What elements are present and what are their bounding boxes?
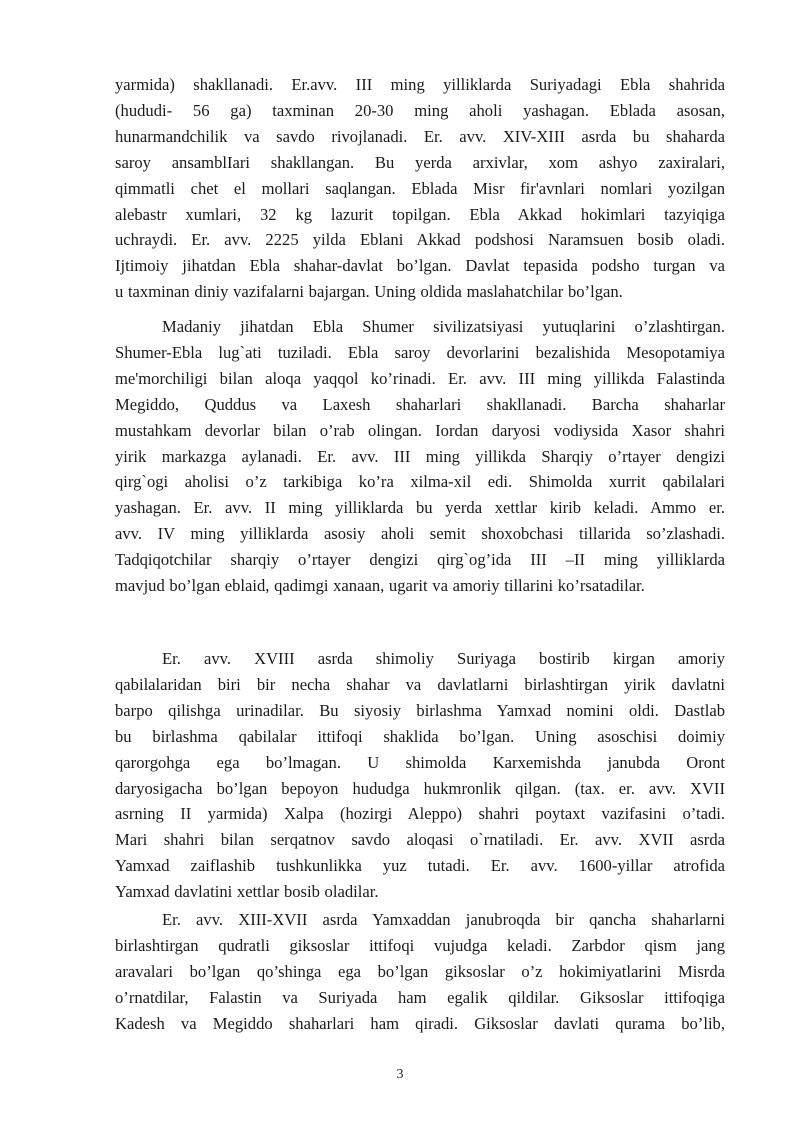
text-line: Er. avv. XIII-XVII asrda Yamxaddan janubroqda bir qancha shaharlarni [162,910,725,929]
text-line: Megiddo, Quddus va Laxesh shaharlari shakllanadi. Barcha shaharlar [115,394,725,414]
text-line: bu birlashma qabilalar ittifoqi shaklida bo’lgan. Uning asoschisi doimiy [115,726,725,746]
text-line: birlashtirgan qudratli giksoslar ittifoqi vujudga keladi. Zarbdor qism jang [115,935,725,955]
text-line: o’rnatdilar, Falastin va Suriyada ham egalik qildilar. Giksoslar ittifoqiga [115,987,725,1007]
text-line: daryosigacha bo’lgan bepoyon hududga hukmronlik qilgan. (tax. er. avv. XVII [115,778,725,798]
text-line: yarmida) shakllanadi. Er.avv. III ming yilliklarda Suriyadagi Ebla shahrida [115,75,725,94]
text-line: aravalari bo’lgan qo’shinga ega bo’lgan giksoslar o’z hokimiyatlarini Misrda [115,961,725,981]
text-line: Ijtimoiy jihatdan Ebla shahar-davlat bo’lgan. Davlat tepasida podsho turgan va [115,256,725,276]
text-line: mavjud bo’lgan eblaid, qadimgi xanaan, ugarit va amoriy tillarini ko’rsatadilar. [115,576,645,596]
text-line: alebastr xumlari, 32 kg lazurit topilgan. Ebla Akkad hokimlari tazyiqiga [115,204,725,224]
text-line: Yamxad zaiflashib tushkunlikka yuz tutadi. Er. avv. 1600-yillar atrofida [115,856,725,876]
text-line: uchraydi. Er. avv. 2225 yilda Eblani Akkad podshosi Naramsuen bosib oladi. [115,230,725,250]
text-line: yashagan. Er. avv. II ming yilliklarda bu yerda xettlar kirib keladi. Ammo er. [115,498,725,518]
text-line: saroy ansamblIari shakllangan. Bu yerda arxivlar, xom ashyo zaxiralari, [115,152,725,172]
paragraph-yamxad [115,646,725,905]
text-line: Shumer-Ebla lug`ati tuziladi. Ebla saroy devorlarini bezalishida Mesopotamiya [115,342,725,362]
text-line: Yamxad davlatini xettlar bosib oladilar. [115,882,379,902]
text-line: asrning II yarmida) Xalpa (hozirgi Aleppo) shahri poytaxt vazifasini o’tadi. [115,804,725,824]
text-line: qirg`ogi aholisi o’z tarkibiga ko’ra xilma-xil edi. Shimolda xurrit qabilalari [115,472,725,492]
paragraph-giksos [115,907,725,1037]
page-number: 3 [396,1067,404,1082]
paragraph-ebla-city [115,72,725,305]
text-line: Kadesh va Megiddo shaharlari ham qiradi. Giksoslar davlati qurama bo’lib, [115,1013,725,1033]
text-line: me'morchiligi bilan aloqa yaqqol ko’rinadi. Er. avv. III ming yillikda Falastinda [115,368,725,388]
text-line: barpo qilishga urinadilar. Bu siyosiy birlashma Yamxad nomini oldi. Dastlab [115,700,725,720]
text-line: (hududi- 56 ga) taxminan 20-30 ming aholi yashagan. Eblada asosan, [115,100,725,120]
text-line: yirik markazga aylanadi. Er. avv. III ming yillikda Sharqiy o’rtayer dengizi [115,446,725,466]
text-line: mustahkam devorlar bilan o’rab olingan. Iordan daryosi vodiysida Xasor shahri [115,420,725,440]
text-line: Er. avv. XVIII asrda shimoliy Suriyaga bostirib kirgan amoriy [162,649,725,668]
text-line: Mari shahri bilan serqatnov savdo aloqasi o`rnatiladi. Er. avv. XVII asrda [115,830,725,850]
text-line: hunarmandchilik va savdo rivojlanadi. Er. avv. XIV-XIII asrda bu shaharda [115,126,725,146]
text-line: Tadqiqotchilar sharqiy o’rtayer dengizi qirg`og’ida III –II ming yilliklarda [115,550,725,570]
paragraph-culture [115,314,725,599]
text-line: qimmatli chet el mollari saqlangan. Eblada Misr fir'avnlari nomlari yozilgan [115,178,725,198]
text-line: qarorgohga ega bo’lmagan. U shimolda Karxemishda janubda Oront [115,752,725,772]
text-line: u taxminan diniy vazifalarni bajargan. Uning oldida maslahatchilar bo’lgan. [115,282,623,302]
text-line: Madaniy jihatdan Ebla Shumer sivilizatsiyasi yutuqlarini o’zlashtirgan. [162,317,725,336]
text-line: qabilalaridan biri bir necha shahar va davlatlarni birlashtirgan yirik davlatni [115,674,725,694]
text-line: avv. IV ming yilliklarda asosiy aholi semit shoxobchasi tillarida so’zlashadi. [115,524,725,544]
